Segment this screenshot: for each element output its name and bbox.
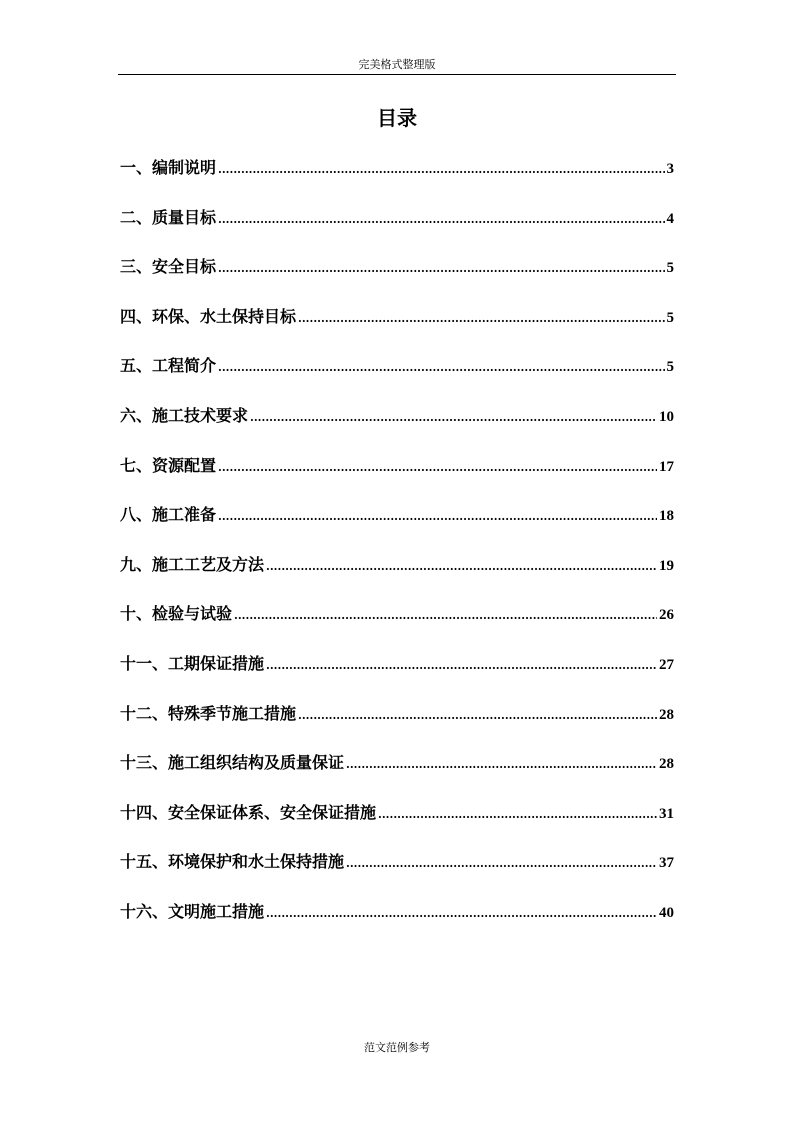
toc-entry-label: 十二、特殊季节施工措施	[120, 703, 297, 723]
toc-leader-dots	[346, 751, 657, 779]
page-footer	[0, 1041, 794, 1055]
toc-entry-14[interactable]	[120, 799, 674, 849]
toc-entry-label: 九、施工工艺及方法	[120, 554, 265, 574]
toc-leader-dots	[234, 602, 657, 630]
toc-leader-dots	[250, 404, 657, 432]
toc-entry-label: 一、编制说明	[120, 158, 217, 177]
toc-leader-dots	[218, 206, 664, 234]
toc-entry-6[interactable]	[120, 402, 674, 452]
toc-entry-2[interactable]	[120, 204, 674, 254]
toc-leader-dots	[266, 652, 657, 680]
toc-entry-16[interactable]	[120, 898, 674, 948]
toc-entry-4[interactable]	[120, 303, 674, 353]
toc-entry-5[interactable]	[120, 352, 674, 402]
toc-title: 目录	[377, 106, 417, 130]
table-of-contents	[120, 154, 674, 948]
toc-leader-dots	[218, 354, 664, 382]
toc-leader-dots	[378, 801, 657, 829]
toc-entry-page: 40	[659, 904, 674, 921]
toc-leader-dots	[218, 503, 657, 531]
toc-entry-1[interactable]	[120, 154, 674, 204]
toc-entry-9[interactable]	[120, 551, 674, 601]
toc-entry-page: 37	[659, 855, 674, 872]
toc-entry-label: 五、工程简介	[120, 356, 217, 376]
toc-leader-dots	[298, 305, 664, 333]
toc-entry-11[interactable]	[120, 650, 674, 700]
toc-entry-page: 18	[659, 508, 674, 525]
toc-leader-dots	[218, 156, 664, 184]
toc-entry-page: 4	[666, 210, 674, 227]
toc-entry-12[interactable]	[120, 700, 674, 750]
toc-entry-label: 十一、工期保证措施	[120, 653, 265, 673]
toc-entry-page: 5	[666, 359, 674, 376]
toc-entry-label: 七、资源配置	[120, 455, 217, 475]
toc-entry-label: 四、环保、水土保持目标	[120, 306, 297, 326]
toc-entry-label: 十四、安全保证体系、安全保证措施	[120, 802, 377, 822]
toc-entry-3[interactable]	[120, 253, 674, 303]
toc-entry-15[interactable]	[120, 848, 674, 898]
toc-entry-label: 十六、文明施工措施	[120, 901, 265, 921]
toc-entry-8[interactable]	[120, 501, 674, 551]
toc-entry-label: 二、质量目标	[120, 207, 217, 227]
toc-leader-dots	[266, 900, 657, 928]
toc-leader-dots	[298, 702, 657, 730]
toc-entry-label: 八、施工准备	[120, 505, 217, 525]
toc-entry-page: 28	[659, 756, 674, 773]
toc-entry-page: 10	[659, 408, 674, 425]
toc-entry-7[interactable]	[120, 452, 674, 502]
toc-entry-page: 26	[659, 607, 674, 624]
toc-entry-page: 17	[659, 458, 674, 475]
toc-entry-label: 十五、环境保护和水土保持措施	[120, 852, 345, 872]
footer-text: 范文范例参考	[364, 1041, 430, 1054]
toc-entry-page: 31	[659, 805, 674, 822]
toc-entry-page: 5	[666, 309, 674, 326]
toc-leader-dots	[218, 255, 664, 283]
toc-entry-13[interactable]	[120, 749, 674, 799]
toc-entry-page: 5	[666, 260, 674, 277]
page-header	[118, 58, 676, 75]
toc-entry-label: 三、安全目标	[120, 257, 217, 277]
toc-entry-10[interactable]	[120, 600, 674, 650]
toc-leader-dots	[218, 454, 657, 482]
toc-entry-page: 19	[659, 557, 674, 574]
header-text: 完美格式整理版	[358, 58, 436, 71]
toc-entry-page: 27	[659, 656, 674, 673]
toc-entry-label: 十、检验与试验	[120, 604, 233, 624]
toc-leader-dots	[266, 553, 657, 581]
toc-entry-page: 28	[659, 706, 674, 723]
toc-entry-label: 十三、施工组织结构及质量保证	[120, 753, 345, 773]
toc-leader-dots	[346, 850, 657, 878]
toc-entry-label: 六、施工技术要求	[120, 405, 249, 425]
toc-entry-page: 3	[666, 161, 674, 177]
